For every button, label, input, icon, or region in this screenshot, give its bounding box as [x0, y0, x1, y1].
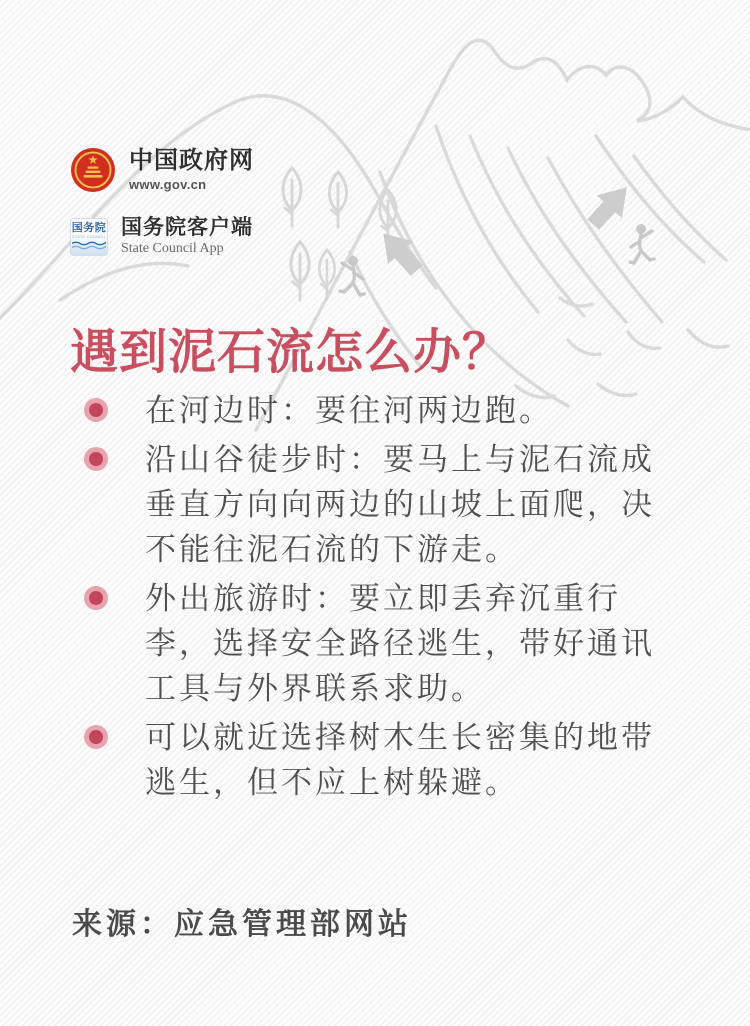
tip-text: 在河边时：要往河两边跑。 — [145, 393, 553, 428]
list-dot-icon — [84, 398, 108, 422]
app-subtitle: State Council App — [121, 241, 224, 257]
tip-text: 外出旅游时：要立即丢弃沉重行李，选择安全路径逃生，带好通讯工具与外界联系求助。 — [145, 581, 655, 706]
list-item — [84, 576, 674, 711]
tip-text: 沿山谷徒步时：要马上与泥石流成垂直方向向两边的山坡上面爬，决不能往泥石流的下游走。 — [145, 442, 655, 567]
source-attribution: 来源：应急管理部网站 — [72, 908, 412, 941]
app-badge-subtitle: STATE COUNCIL — [71, 234, 106, 240]
china-national-emblem-icon — [70, 147, 116, 193]
app-name: 国务院客户端 — [121, 216, 253, 239]
gov-cn-logo — [70, 147, 254, 193]
list-item — [84, 715, 674, 805]
tips-list — [84, 388, 674, 809]
tip-text: 可以就近选择树木生长密集的地带逃生，但不应上树躲避。 — [145, 720, 655, 800]
list-item — [84, 388, 674, 433]
list-dot-icon — [84, 586, 108, 610]
list-item — [84, 437, 674, 572]
state-council-app-logo — [70, 216, 253, 257]
state-council-app-icon — [70, 218, 108, 256]
list-dot-icon — [84, 447, 108, 471]
gov-site-url: www.gov.cn — [129, 176, 207, 192]
page-title: 遇到泥石流怎么办？ — [70, 326, 512, 380]
app-badge-title: 国务院 — [71, 221, 107, 234]
gov-site-name: 中国政府网 — [129, 147, 254, 175]
water-waves-icon — [72, 241, 106, 250]
list-dot-icon — [84, 725, 108, 749]
